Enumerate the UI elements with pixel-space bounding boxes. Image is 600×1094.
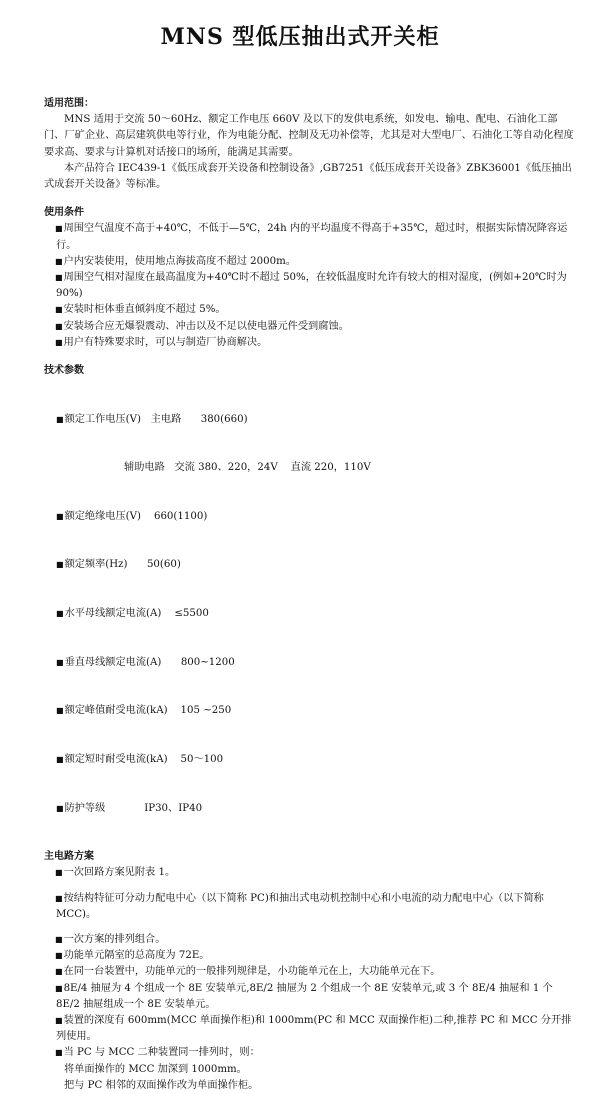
technical-value: 辅助电路 交流 380、220，24V 直流 220，110V	[124, 462, 371, 474]
technical-value: 主电路 380(660)	[150, 413, 248, 425]
technical-value: IP30、IP40	[144, 802, 203, 814]
circuit-item: ■ 按结构特征可分动力配电中心（以下简称 PC)和抽出式电动机控制中心和小电流的动力配电中心（以下简称 MCC)。	[44, 891, 574, 923]
circuit-item: ■ 8E/4 抽屉为 4 个组成一个 8E 安装单元,8E/2 抽屉为 2 个组成一个 8E 安装单元,或 3 个 8E/4 抽屉和 1 个 8E/2 抽屉组成一个 8E 安装单元。	[44, 981, 574, 1013]
circuit-item: ■ 在同一台装置中，功能单元的一般排列规律是，小功能单元在上，大功能单元在下。	[44, 964, 574, 980]
conditions-item: ■ 安装场合应无爆裂震动、冲击以及不足以使电器元件受到腐蚀。	[44, 319, 574, 335]
technical-row	[56, 801, 574, 817]
circuit-item: ■ 当 PC 与 MCC 二种装置同一排列时，则：	[44, 1045, 574, 1061]
circuit-note: 将单面操作的 MCC 加深到 1000mm。	[64, 1063, 247, 1075]
circuit-item: ■ 功能单元隔室的总高度为 72E。	[44, 948, 574, 964]
conditions-item: ■ 周围空气温度不高于+40℃，不低于—5℃，24h 内的平均温度不得高于+35℃，超过时，根据实际情况降容运行。	[44, 221, 574, 253]
technical-row	[56, 606, 574, 622]
technical-row	[56, 509, 574, 525]
technical-row	[56, 655, 574, 671]
technical-value: 50～100	[180, 753, 224, 765]
application-paragraph: MNS 适用于交流 50～60Hz、额定工作电压 660V 及以下的发供电系统，如发电、输电、配电、石油化工部门、厂矿企业、高层建筑供电等行业，作为电能分配、控制及无功补偿等，尤其是对大型电厂、石油化工等自动化程度要求高、要求与计算机对话接口的场所，能满足其需要。	[44, 114, 574, 158]
section-heading-technical: 技术参数	[44, 365, 84, 377]
circuit-item: ■ 装置的深度有 600mm(MCC 单面操作柜)和 1000mm(PC 和 MCC 双面操作柜)二种,推荐 PC 和 MCC 分开排列使用。	[44, 1013, 574, 1045]
technical-value: 105 ~250	[180, 705, 232, 717]
conditions-item: ■ 安装时柜体垂直倾斜度不超过 5%。	[44, 302, 574, 318]
technical-value: 800~1200	[180, 656, 235, 668]
application-paragraph: 本产品符合 IEC439-1《低压成套开关设备和控制设备》,GB7251《低压成套开关设备》ZBK36001《低压抽出式成套开关设备》等标准。	[44, 162, 572, 191]
document-body	[44, 96, 574, 1094]
technical-value: ≤5500	[174, 608, 209, 620]
technical-row	[56, 412, 574, 428]
technical-label: 水平母线额定电流(A)	[64, 608, 162, 620]
section-heading-circuit: 主电路方案	[44, 851, 94, 863]
circuit-item: ■ 一次回路方案见附表 1。	[44, 865, 574, 881]
circuit-item: ■ 一次方案的排列组合。	[44, 932, 574, 948]
conditions-item: ■ 户内安装使用，使用地点海拔高度不超过 2000m。	[44, 254, 574, 270]
technical-params	[44, 379, 574, 849]
section-heading-application: 适用范围：	[44, 98, 94, 109]
section-heading-conditions: 使用条件	[44, 207, 84, 219]
technical-row	[56, 752, 574, 768]
conditions-item: ■ 周围空气相对湿度在最高温度为+40℃时不超过 50%，在较低温度时允许有较大的相对湿度，(例如+20℃时为 90%)	[44, 270, 574, 302]
document-title: MNS 型低压抽出式开关柜	[160, 24, 440, 50]
technical-label: 额定频率(Hz)	[64, 559, 128, 571]
technical-label: 额定峰值耐受电流(kA)	[64, 705, 168, 717]
technical-row	[56, 703, 574, 719]
technical-value: 50(60)	[146, 559, 181, 571]
technical-label: 垂直母线额定电流(A)	[64, 656, 162, 668]
conditions-item: ■ 用户有特殊要求时，可以与制造厂协商解决。	[44, 335, 574, 351]
technical-value: 660(1100)	[153, 510, 208, 522]
technical-label: 额定工作电压(V)	[64, 413, 141, 425]
technical-label: 额定绝缘电压(V)	[64, 510, 141, 522]
technical-label: 防护等级	[64, 802, 106, 814]
technical-row	[56, 460, 574, 476]
technical-row	[56, 557, 574, 573]
technical-label: 额定短时耐受电流(kA)	[64, 753, 168, 765]
circuit-note: 把与 PC 相邻的双面操作改为单面操作柜。	[64, 1079, 259, 1091]
